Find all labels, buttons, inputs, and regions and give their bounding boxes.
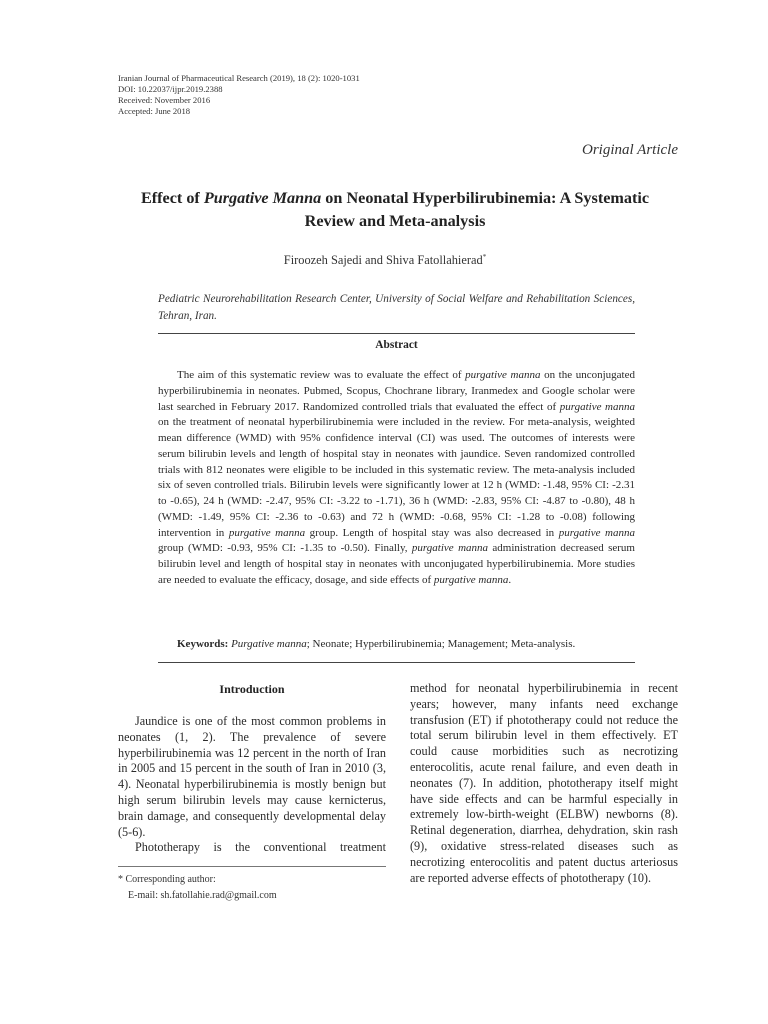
journal-header: [118, 73, 360, 117]
introduction-heading: Introduction: [219, 682, 285, 696]
abstract-text: administration decreased serum bilirubin level and length of hospital stay in neonates with unconjugated hyperbilirubinemia. More studies are needed to evaluate the efficacy, dosage, and side effects of: [158, 542, 635, 586]
title-line1-rest: on Neonatal Hyperbilirubinemia: A Systematic: [321, 189, 650, 207]
title-italic: Purgative Manna: [203, 189, 322, 207]
abstract-text: The aim of this systematic review was to evaluate the effect of: [177, 369, 466, 381]
abstract-italic: purgative manna: [433, 573, 509, 586]
accepted-date: Accepted: June 2018: [118, 106, 191, 116]
title-prefix: Effect of: [140, 189, 204, 207]
journal-citation: Iranian Journal of Pharmaceutical Research (2019), 18 (2): 1020-1031: [118, 73, 360, 83]
keywords-list: ; Neonate; Hyperbilirubinemia; Management; Meta-analysis.: [306, 638, 576, 650]
keywords: [158, 637, 635, 652]
article-type: Original Article: [582, 142, 678, 158]
abstract-text: group. Length of hospital stay was also decreased in: [305, 526, 559, 539]
authors: [118, 253, 652, 268]
footnote: [118, 872, 277, 904]
abstract-heading: Abstract: [375, 339, 418, 351]
intro-paragraph-continued: method for neonatal hyperbilirubinemia in recent years; however, many infants need exchange transfusion (ET) if phototherapy could not reduce the total serum bilirubin level in them effectively. ET could cause morbidities such as necrotizing enterocolitis, acute renal failure, and even death in neonates (7). In addition, phototherapy itself might have side effects and can be harmful especially in extremely low-birth-weight (ELBW) newborns (8). Retinal degeneration, diarrhea, dehydration, skin rash (9), oxidative stress-related diseases such as necrotizing enterocolitis and patent ductus arteriosus are reported adverse effects of phototherapy (10).: [410, 681, 678, 885]
abstract-text: on the treatment of neonatal hyperbilirubinemia were included in the review. For meta-analysis, weighted mean difference (WMD) with 95% confidence interval (CI) was used. The outcomes of interests were serum bilirubin levels and length of hospital stay in neonates with jaundice. Seven randomized controlled trials with 812 neonates were eligible to be included in this systematic review. The meta-analysis included six of seven controlled trials. Bilirubin levels were significantly lower at 12 h (WMD: -1.48, 95% CI: -2.31 to -0.65), 24 h (WMD: -2.47, 95% CI: -3.22 to -1.71), 36 h (WMD: -2.83, 95% CI: -4.87 to -0.80), 48 h (WMD: -1.49, 95% CI: -2.36 to -0.63) and 72 h (WMD: -0.68, 95% CI: -1.28 to -0.08) following intervention in: [158, 416, 635, 539]
author-names: Firoozeh Sajedi and Shiva Fatollahierad: [283, 253, 483, 268]
corresponding-mark: *: [482, 253, 487, 261]
abstract-italic: purgative manna: [228, 526, 306, 539]
abstract-text: .: [508, 573, 512, 586]
received-date: Received: November 2016: [118, 95, 211, 105]
abstract-body: [158, 368, 635, 589]
right-column: [410, 681, 678, 886]
abstract-italic: purgative manna: [465, 369, 541, 381]
intro-paragraph-2: Phototherapy is the conventional treatment: [135, 840, 386, 855]
journal-doi: DOI: 10.22037/ijpr.2019.2388: [118, 84, 223, 94]
abstract-bottom-rule: [158, 662, 635, 663]
affiliation: Pediatric Neurorehabilitation Research Center, University of Social Welfare and Rehabilitation Sciences, Tehran, Iran.: [158, 293, 635, 322]
title-line2: Review and Meta-analysis: [304, 212, 486, 230]
abstract-italic: purgative manna: [558, 526, 636, 539]
left-column: [118, 714, 386, 856]
corresponding-email: E-mail: sh.fatollahie.rad@gmail.com: [128, 890, 277, 901]
keywords-label: Keywords:: [177, 638, 229, 650]
abstract-text: group (WMD: -0.93, 95% CI: -1.35 to -0.50). Finally,: [158, 542, 412, 555]
footnote-rule: [118, 866, 386, 867]
abstract-top-rule: [158, 333, 635, 334]
paper-title: [100, 187, 690, 233]
abstract-italic: purgative manna: [411, 542, 489, 555]
abstract-text: on the unconjugated hyperbilirubinemia in neonates. Pubmed, Scopus, Chochrane library, Iranmedex and Google scholar were last searched in February 2017. Randomized controlled trials that evaluated the effect of: [158, 369, 635, 413]
keywords-italic: Purgative manna: [231, 638, 307, 650]
corresponding-author-label: * Corresponding author:: [118, 874, 216, 885]
intro-paragraph-1: Jaundice is one of the most common problems in neonates (1, 2). The prevalence of severe hyperbilirubinemia was 12 percent in the north of Iran in 2005 and 15 percent in the south of Iran in 2010 (3, 4). Neonatal hyperbilirubinemia is mostly benign but high serum bilirubin levels may cause kernicterus, brain damage, and consequently developmental delay (5-6).: [118, 714, 386, 839]
abstract-italic: purgative manna: [559, 400, 635, 413]
